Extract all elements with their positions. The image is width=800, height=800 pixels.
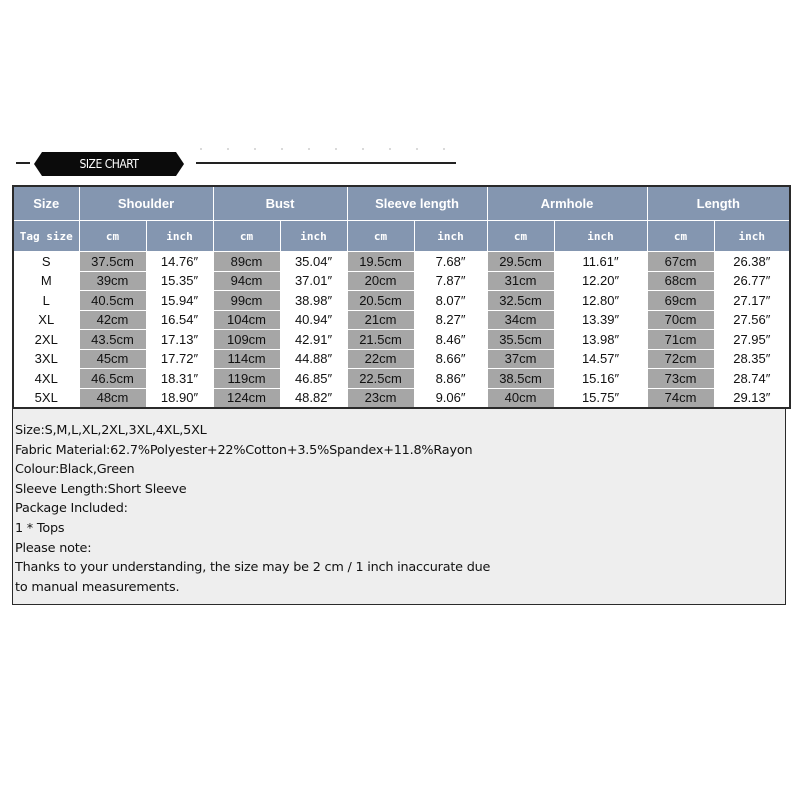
header-armhole: Armhole — [487, 186, 647, 221]
size-label: 5XL — [13, 388, 79, 408]
cm-value: 74cm — [647, 388, 714, 408]
cm-value: 34cm — [487, 310, 554, 330]
inch-value: 14.57″ — [554, 349, 647, 369]
info-line: Thanks to your understanding, the size may be 2 cm / 1 inch inaccurate due — [15, 560, 491, 576]
inch-value: 17.72″ — [146, 349, 213, 369]
subheader-unit: inch — [146, 221, 213, 252]
inch-value: 37.01″ — [280, 271, 347, 291]
inch-value: 7.87″ — [414, 271, 487, 291]
table-row — [13, 330, 790, 350]
table-row — [13, 252, 790, 272]
inch-value: 27.95″ — [714, 330, 790, 350]
banner-dots — [200, 148, 460, 152]
inch-value: 12.80″ — [554, 291, 647, 311]
cm-value: 114cm — [213, 349, 280, 369]
inch-value: 13.39″ — [554, 310, 647, 330]
header-size: Size — [13, 186, 79, 221]
subheader-unit: cm — [487, 221, 554, 252]
banner-dot — [335, 148, 337, 150]
header-length: Length — [647, 186, 790, 221]
cm-value: 21cm — [347, 310, 414, 330]
banner-dot — [227, 148, 229, 150]
banner-dot — [308, 148, 310, 150]
banner-dot — [362, 148, 364, 150]
inch-value: 26.77″ — [714, 271, 790, 291]
table-row — [13, 388, 790, 408]
table-row — [13, 369, 790, 389]
inch-value: 38.98″ — [280, 291, 347, 311]
cm-value: 94cm — [213, 271, 280, 291]
inch-value: 18.31″ — [146, 369, 213, 389]
inch-value: 9.06″ — [414, 388, 487, 408]
inch-value: 15.16″ — [554, 369, 647, 389]
subheader-unit: cm — [347, 221, 414, 252]
cm-value: 19.5cm — [347, 252, 414, 272]
size-chart-banner — [0, 148, 800, 184]
inch-value: 8.07″ — [414, 291, 487, 311]
banner-dot — [389, 148, 391, 150]
cm-value: 20.5cm — [347, 291, 414, 311]
inch-value: 8.46″ — [414, 330, 487, 350]
inch-value: 42.91″ — [280, 330, 347, 350]
inch-value: 28.74″ — [714, 369, 790, 389]
cm-value: 48cm — [79, 388, 146, 408]
cm-value: 21.5cm — [347, 330, 414, 350]
cm-value: 23cm — [347, 388, 414, 408]
cm-value: 42cm — [79, 310, 146, 330]
info-line: Colour:Black,Green — [15, 462, 135, 478]
cm-value: 40.5cm — [79, 291, 146, 311]
inch-value: 15.94″ — [146, 291, 213, 311]
size-label: M — [13, 271, 79, 291]
cm-value: 124cm — [213, 388, 280, 408]
inch-value: 35.04″ — [280, 252, 347, 272]
cm-value: 72cm — [647, 349, 714, 369]
cm-value: 45cm — [79, 349, 146, 369]
inch-value: 27.17″ — [714, 291, 790, 311]
cm-value: 68cm — [647, 271, 714, 291]
header-sleeve-length: Sleeve length — [347, 186, 487, 221]
product-info-box — [12, 408, 786, 605]
subheader-unit: cm — [647, 221, 714, 252]
cm-value: 70cm — [647, 310, 714, 330]
inch-value: 48.82″ — [280, 388, 347, 408]
inch-value: 29.13″ — [714, 388, 790, 408]
table-row — [13, 271, 790, 291]
subheader-unit: inch — [414, 221, 487, 252]
size-label: XL — [13, 310, 79, 330]
inch-value: 28.35″ — [714, 349, 790, 369]
banner-dot — [416, 148, 418, 150]
info-line: Fabric Material:62.7%Polyester+22%Cotton+3.5%Spandex+11.8%Rayon — [15, 442, 473, 458]
inch-value: 7.68″ — [414, 252, 487, 272]
inch-value: 15.75″ — [554, 388, 647, 408]
size-chart-tag — [34, 152, 184, 176]
size-label: 3XL — [13, 349, 79, 369]
size-label: 4XL — [13, 369, 79, 389]
inch-value: 15.35″ — [146, 271, 213, 291]
cm-value: 69cm — [647, 291, 714, 311]
table-row — [13, 349, 790, 369]
cm-value: 37cm — [487, 349, 554, 369]
cm-value: 22cm — [347, 349, 414, 369]
inch-value: 17.13″ — [146, 330, 213, 350]
banner-dot — [443, 148, 445, 150]
cm-value: 119cm — [213, 369, 280, 389]
info-line: to manual measurements. — [15, 579, 180, 595]
table-body — [13, 252, 790, 409]
subheader-unit: cm — [213, 221, 280, 252]
tag-notch-right — [176, 152, 184, 176]
cm-value: 89cm — [213, 252, 280, 272]
banner-rule-left — [16, 162, 30, 164]
info-line: Package Included: — [15, 501, 128, 517]
banner-dot — [281, 148, 283, 150]
inch-value: 16.54″ — [146, 310, 213, 330]
cm-value: 38.5cm — [487, 369, 554, 389]
cm-value: 104cm — [213, 310, 280, 330]
banner-dot — [200, 148, 202, 150]
size-chart-title: SIZE CHART — [79, 157, 139, 171]
size-label: S — [13, 252, 79, 272]
subheader-unit: inch — [280, 221, 347, 252]
size-label: 2XL — [13, 330, 79, 350]
info-line: 1 * Tops — [15, 520, 65, 536]
table-group-header-row — [13, 186, 790, 221]
cm-value: 40cm — [487, 388, 554, 408]
cm-value: 71cm — [647, 330, 714, 350]
table-row — [13, 291, 790, 311]
cm-value: 39cm — [79, 271, 146, 291]
inch-value: 40.94″ — [280, 310, 347, 330]
cm-value: 46.5cm — [79, 369, 146, 389]
inch-value: 44.88″ — [280, 349, 347, 369]
cm-value: 35.5cm — [487, 330, 554, 350]
inch-value: 8.66″ — [414, 349, 487, 369]
subheader-unit: inch — [714, 221, 790, 252]
cm-value: 99cm — [213, 291, 280, 311]
inch-value: 27.56″ — [714, 310, 790, 330]
subheader-unit: inch — [554, 221, 647, 252]
cm-value: 29.5cm — [487, 252, 554, 272]
cm-value: 67cm — [647, 252, 714, 272]
size-label: L — [13, 291, 79, 311]
cm-value: 20cm — [347, 271, 414, 291]
inch-value: 11.61″ — [554, 252, 647, 272]
cm-value: 31cm — [487, 271, 554, 291]
cm-value: 43.5cm — [79, 330, 146, 350]
cm-value: 22.5cm — [347, 369, 414, 389]
subheader-unit: cm — [79, 221, 146, 252]
inch-value: 46.85″ — [280, 369, 347, 389]
cm-value: 37.5cm — [79, 252, 146, 272]
table-row — [13, 310, 790, 330]
inch-value: 8.86″ — [414, 369, 487, 389]
info-line: Size:S,M,L,XL,2XL,3XL,4XL,5XL — [15, 423, 207, 438]
inch-value: 14.76″ — [146, 252, 213, 272]
info-line: Sleeve Length:Short Sleeve — [15, 481, 187, 497]
info-line: Please note: — [15, 540, 92, 556]
header-bust: Bust — [213, 186, 347, 221]
header-shoulder: Shoulder — [79, 186, 213, 221]
cm-value: 32.5cm — [487, 291, 554, 311]
cm-value: 109cm — [213, 330, 280, 350]
inch-value: 12.20″ — [554, 271, 647, 291]
tag-notch-left — [34, 152, 42, 176]
inch-value: 13.98″ — [554, 330, 647, 350]
inch-value: 18.90″ — [146, 388, 213, 408]
cm-value: 73cm — [647, 369, 714, 389]
inch-value: 26.38″ — [714, 252, 790, 272]
inch-value: 8.27″ — [414, 310, 487, 330]
banner-dot — [254, 148, 256, 150]
size-table — [12, 185, 791, 409]
table-unit-header-row — [13, 221, 790, 252]
banner-rule-right — [196, 162, 456, 164]
subheader-tag-size: Tag size — [13, 221, 79, 252]
